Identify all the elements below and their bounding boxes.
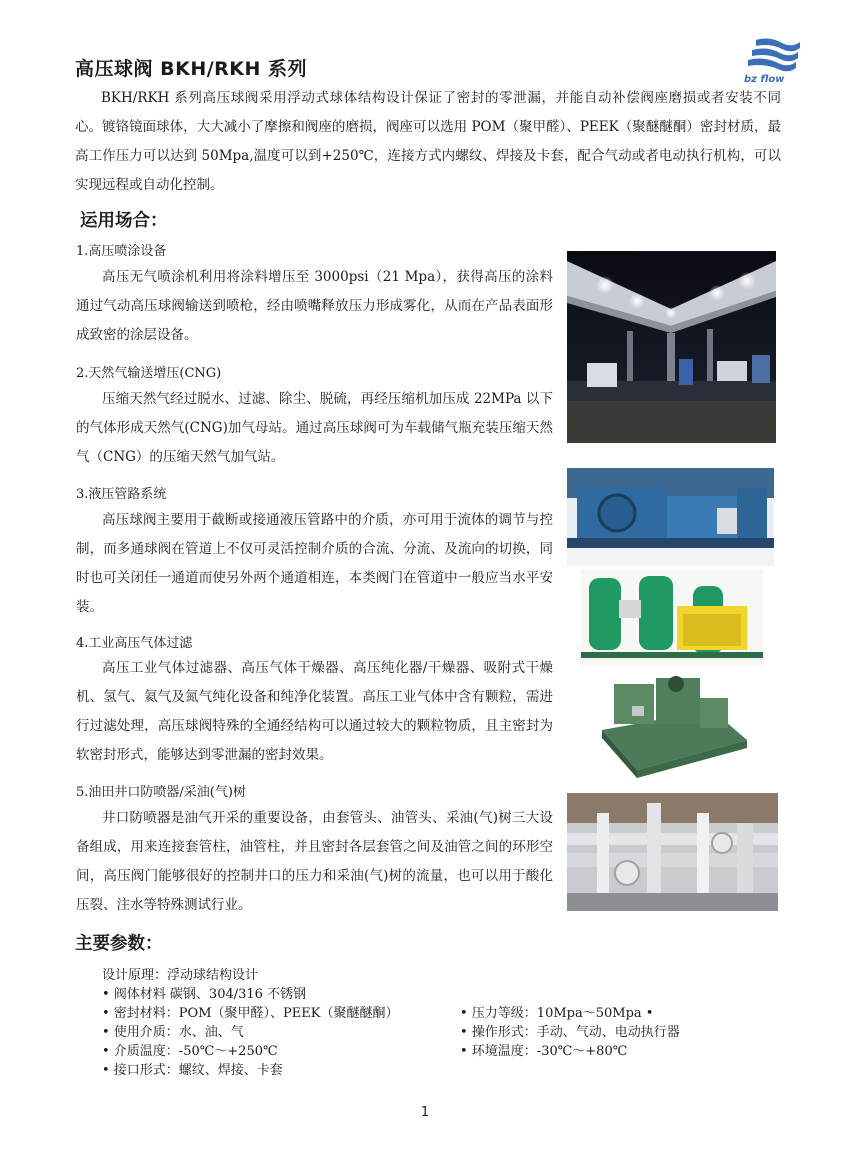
param-medium: • 使用介质：水、油、气 <box>102 1025 244 1040</box>
param-connection: • 接口形式：螺纹、焊接、卡套 <box>102 1063 283 1078</box>
section-2-body: 压缩天然气经过脱水、过滤、除尘、脱硫，再经压缩机加压成 22MPa 以下的气体形成天然气(CNG)加气母站。通过高压球阀可为车载储气瓶充装压缩天然气（CNG）的压缩天然气加气站。 <box>76 391 553 465</box>
section-5-body: 井口防喷器是油气开采的重要设备，由套管头、油管头、采油(气)树三大设备组成，用来连接套管柱，油管柱，并且密封各层套管之间及油管之间的环形空间，高压阀门能够很好的控制井口的压力和采油(气)树的流量，也可以用于酸化压裂、注水等特殊测试行业。 <box>76 810 553 913</box>
wave-logo-icon <box>742 38 800 74</box>
hydraulic-unit-photo <box>592 670 752 782</box>
param-pressure: • 压力等级：10Mpa～50Mpa • <box>460 1006 654 1021</box>
section-3-title: 3.液压管路系统 <box>76 487 167 502</box>
gas-filter-photo <box>581 570 763 666</box>
section-1-title: 1.高压喷涂设备 <box>76 244 167 259</box>
section-4-body: 高压工业气体过滤器、高压气体干燥器、高压纯化器/干燥器、吸附式干燥机、氢气、氦气及氮气纯化设备和纯净化装置。高压工业气体中含有颗粒，需进行过滤处理，高压球阀特殊的全通经结构可以通过较大的颗粒物质，且主密封为软密封形式，能够达到零泄漏的密封效果。 <box>76 660 553 763</box>
applications-heading: 运用场合： <box>80 211 168 231</box>
param-design: 设计原理：浮动球结构设计 <box>102 968 259 983</box>
section-2-title: 2.天然气输送增压(CNG) <box>76 366 222 381</box>
page-title: 高压球阀 BKH/RKH 系列 <box>75 58 308 80</box>
param-body-material: • 阀体材料 碳钢、304/316 不锈钢 <box>102 987 307 1002</box>
parameters-heading: 主要参数： <box>75 934 163 954</box>
bz-flow-logo <box>742 38 800 88</box>
section-1-body: 高压无气喷涂机利用将涂料增压至 3000psi（21 Mpa），获得高压的涂料通过气动高压球阀输送到喷枪，经由喷嘴释放压力形成雾化，从而在产品表面形成致密的涂层设备。 <box>76 269 553 343</box>
section-4-title: 4.工业高压气体过滤 <box>76 636 193 651</box>
page-number: 1 <box>420 1105 430 1120</box>
oilfield-piping-photo <box>567 793 778 911</box>
gas-station-photo <box>567 251 776 443</box>
intro-paragraph: BKH/RKH 系列高压球阀采用浮动式球体结构设计保证了密封的零泄漏，并能自动补偿阀座磨损或者安装不同心。镀铬镜面球体，大大减小了摩擦和阀座的磨损，阀座可以选用 POM（聚甲醛）、PEEK（聚醚醚酮）密封材质，最高工作压力可以达到 50Mpa,温度可以到+250℃，连接方式内螺纹、焊接及卡套，配合气动或者电动执行机构，可以实现远程或自动化控制。 <box>75 90 781 193</box>
param-ambient-temp: • 环境温度：-30℃～+80℃ <box>460 1044 628 1059</box>
section-3-body: 高压球阀主要用于截断或接通液压管路中的介质，亦可用于流体的调节与控制，而多通球阀在管道上不仅可灵活控制介质的合流、分流、及流向的切换，同时也可关闭任一通道而使另外两个通道相连，本类阀门在管道中一般应当水平安装。 <box>76 512 553 615</box>
compressor-photo <box>567 468 774 566</box>
param-medium-temp: • 介质温度：-50℃～+250℃ <box>102 1044 278 1059</box>
param-operation: • 操作形式：手动、气动、电动执行器 <box>460 1025 680 1040</box>
section-5-title: 5.油田井口防喷器/采油(气)树 <box>76 785 246 800</box>
param-seal-material: • 密封材料：POM（聚甲醛）、PEEK（聚醚醚酮） <box>102 1006 399 1021</box>
logo-text: bz flow <box>744 74 785 85</box>
